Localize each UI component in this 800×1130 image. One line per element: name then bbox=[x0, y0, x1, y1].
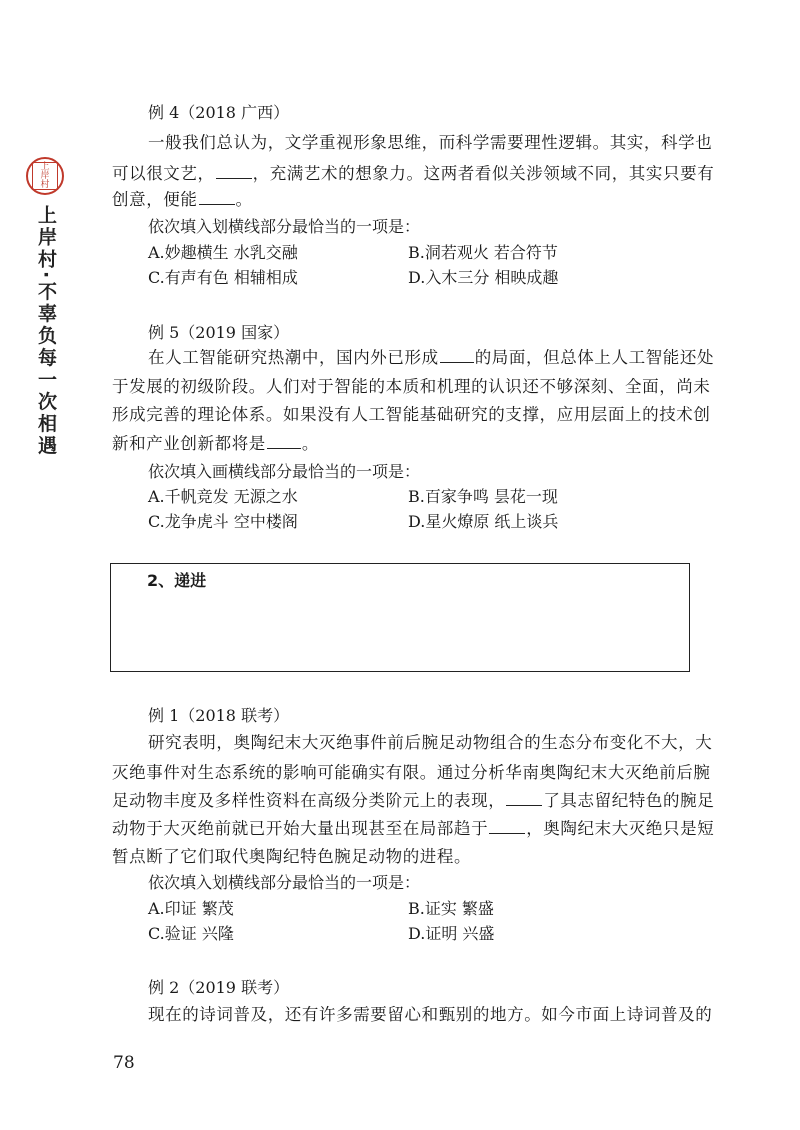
q3-line-1: 研究表明，奥陶纪末大灭绝事件前后腕足动物组合的生态分布变化不大，大 bbox=[148, 733, 713, 752]
q2-option-b: B.百家争鸣 昙花一现 bbox=[408, 487, 558, 506]
q3-option-c: C.验证 兴隆 bbox=[148, 924, 234, 943]
q1-line-2: 可以很文艺， ，充满艺术的想象力。这两者看似关涉领域不同，其实只要有 bbox=[112, 164, 715, 183]
sidebar-slogan: 上岸村·不辜负每一次相遇 bbox=[35, 205, 57, 458]
q2-option-d: D.星火燎原 纸上谈兵 bbox=[408, 512, 559, 531]
q1-line-3: 创意，便能 。 bbox=[112, 190, 253, 209]
q3-line-4: 动物于大灭绝前就已开始大量出现甚至在局部趋于 ，奥陶纪末大灭绝只是短 bbox=[112, 819, 715, 838]
q3-line-3: 足动物丰度及多样性资料在高级分类阶元上的表现， 了具志留纪特色的腕足 bbox=[112, 791, 715, 810]
answer-blank bbox=[216, 164, 252, 179]
q2-instruction: 依次填入画横线部分最恰当的一项是： bbox=[148, 462, 421, 481]
section-box bbox=[110, 563, 690, 672]
section-title: 2、递进 bbox=[147, 571, 207, 590]
answer-blank bbox=[489, 819, 525, 834]
q1-option-d: D.入木三分 相映成趣 bbox=[408, 268, 559, 287]
page-number: 78 bbox=[113, 1053, 135, 1073]
answer-blank bbox=[199, 190, 235, 205]
q3-header: 例 1（2018 联考） bbox=[148, 706, 290, 725]
q3-line-5: 暂点断了它们取代奥陶纪特色腕足动物的进程。 bbox=[112, 847, 472, 866]
q1-option-b: B.洞若观火 若合符节 bbox=[408, 243, 558, 262]
q3-option-d: D.证明 兴盛 bbox=[408, 924, 495, 943]
q1-line-1: 一般我们总认为，文学重视形象思维，而科学需要理性逻辑。其实，科学也 bbox=[148, 133, 713, 152]
answer-blank bbox=[506, 791, 542, 806]
q4-header: 例 2（2019 联考） bbox=[148, 978, 290, 997]
q3-option-b: B.证实 繁盛 bbox=[408, 899, 494, 918]
q2-line-1: 在人工智能研究热潮中，国内外已形成 的局面，但总体上人工智能还处 bbox=[148, 348, 715, 367]
seal-logo bbox=[26, 157, 64, 195]
q2-header: 例 5（2019 国家） bbox=[148, 323, 290, 342]
q1-header: 例 4（2018 广西） bbox=[148, 103, 290, 122]
q2-option-a: A.千帆竞发 无源之水 bbox=[148, 487, 298, 506]
q3-option-a: A.印证 繁茂 bbox=[148, 899, 234, 918]
answer-blank bbox=[267, 434, 301, 449]
q4-line-1: 现在的诗词普及，还有许多需要留心和甄别的地方。如今市面上诗词普及的 bbox=[148, 1005, 713, 1024]
q2-option-c: C.龙争虎斗 空中楼阁 bbox=[148, 512, 298, 531]
q3-instruction: 依次填入划横线部分最恰当的一项是： bbox=[148, 873, 421, 892]
q2-line-2: 于发展的初级阶段。人们对于智能的本质和机理的认识还不够深刻、全面，尚未 bbox=[112, 377, 711, 396]
seal-text: 上 岸 村 bbox=[32, 162, 58, 190]
q2-line-3: 形成完善的理论体系。如果没有人工智能基础研究的支撑，应用层面上的技术创 bbox=[112, 405, 711, 424]
q1-instruction: 依次填入划横线部分最恰当的一项是： bbox=[148, 217, 421, 236]
q3-line-2: 灭绝事件对生态系统的影响可能确实有限。通过分析华南奥陶纪末大灭绝前后腕 bbox=[112, 763, 711, 782]
q2-line-4: 新和产业创新都将是 。 bbox=[112, 434, 320, 453]
answer-blank bbox=[440, 348, 474, 363]
q1-option-a: A.妙趣横生 水乳交融 bbox=[148, 243, 298, 262]
q1-option-c: C.有声有色 相辅相成 bbox=[148, 268, 298, 287]
